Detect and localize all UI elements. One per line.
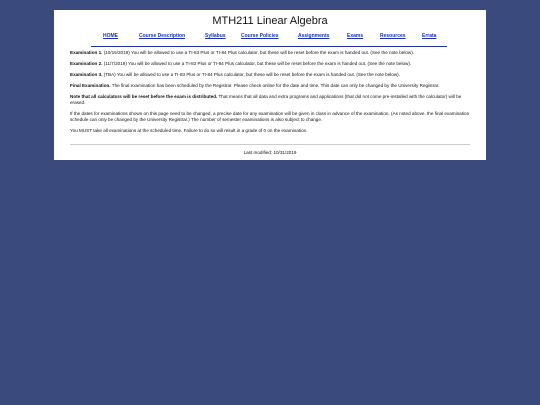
page-container [54,10,486,160]
attendance-note-paragraph: You MUST take all examinations at the scheduled time. Failure to do so will result in a grade of 0 on the examination. [70,128,308,133]
nav-course-description-link[interactable]: Course Description [139,33,186,39]
nav-resources-link[interactable]: Resources [380,33,406,39]
nav-home-link[interactable]: HOME [103,33,118,39]
final-exam-text: The final examination has been scheduled by the Registrar. Please check online for the date and time. This date can only be changed by the University Registrar. [110,83,440,88]
exam3-heading: Examination 3. [70,72,103,77]
nav-assignments-link[interactable]: Assignments [298,33,330,39]
final-exam-heading: Final Examination. [70,83,111,88]
nav-exams-link[interactable]: Exams [347,33,364,39]
exam3-paragraph [70,72,470,78]
final-exam-paragraph [70,83,470,89]
footer-divider [70,144,470,145]
nav-syllabus-link[interactable]: Syllabus [205,33,226,39]
exam1-heading: Examination 1. [70,50,103,55]
nav-bar [91,32,447,47]
exam2-heading: Examination 2. [70,61,103,66]
exam1-text: (10/15/2019) You will be allowed to use a TI-83 Plus or TI-84 Plus calculator, but these will be reset before the exam is handed out. (See the note below). [102,50,415,55]
last-modified: Last modified: 10/31/2019 [243,150,297,155]
exam3-text: (TBA) You will be allowed to use a TI-83 Plus or TI-84 Plus calculator, but these will be reset before the exam is handed out. (See the note below). [102,72,400,77]
page-title: MTH211 Linear Algebra [212,15,328,27]
nav-errata-link[interactable]: Errata [422,33,437,39]
calculator-note-text: That means that all data and extra programs and applications (that did not come pre-installed with the calculator) will be erased. [70,94,462,105]
calculator-note-paragraph [70,94,470,106]
nav-course-policies-link[interactable]: Course Policies [241,33,279,39]
exam2-text: (11/7/2019) You will be allowed to use a TI-83 Plus or TI-84 Plus calculator, but these will be reset before the exam is handed out. (See the note below). [102,61,412,66]
dates-note-paragraph: If the dates for examinations shown on this page need to be changed, a precise date for any examination will be given in class in advance of the examination. (As noted above, the final examination schedule can only be changed by the University Registrar.) The number of semester examinations is also subject to change. [70,111,470,122]
exam1-paragraph [70,50,470,56]
exam-content [70,50,470,139]
exam2-paragraph [70,61,470,67]
calculator-note-heading: Note that all calculators will be reset before the exam is distributed. [70,94,218,99]
